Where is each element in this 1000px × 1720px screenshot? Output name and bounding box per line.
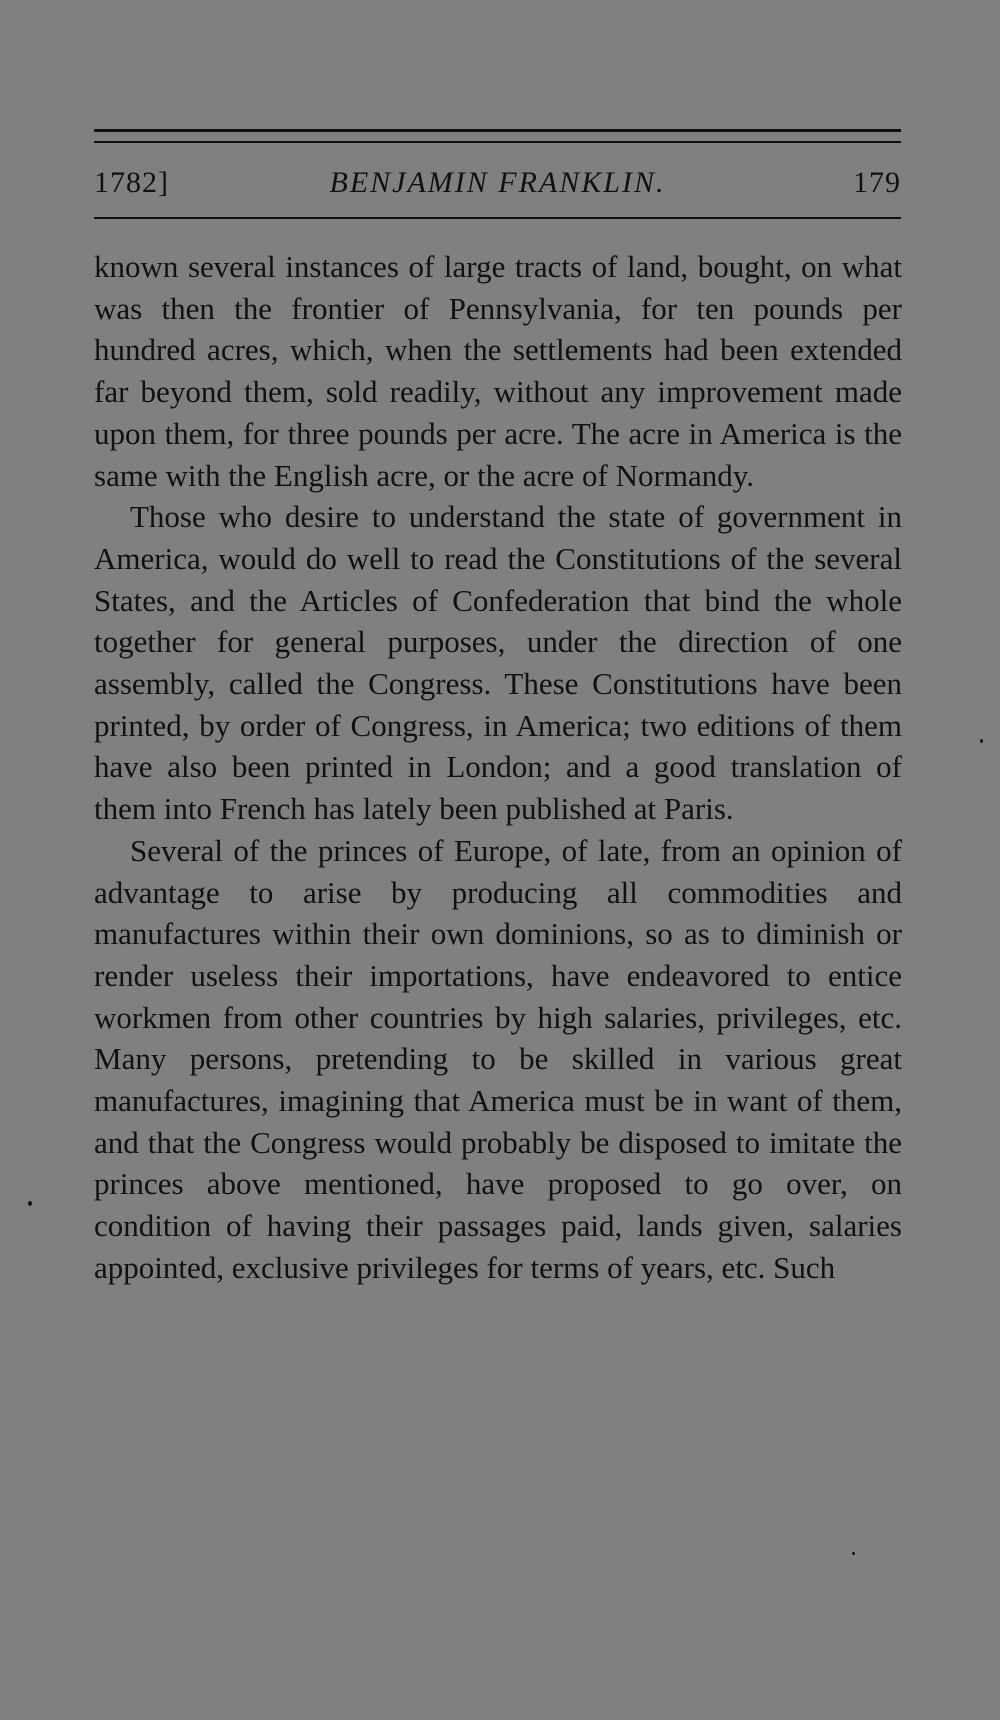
paragraph-3: Several of the princes of Europe, of late, from an opinion of advantage to arise by producing all commodities and manufactures within their own dominions, so as to diminish or render useless their importations, have endeavored to entice workmen from other countries by high salaries, privileges, etc. Many persons, pretending to be skilled in various great manufactures, imagining that America must be in want of them, and that the Congress would probably be disposed to imitate the princes above mentioned, have proposed to go over, on condition of having their passages paid, lands given, salaries appointed, exclusive privileges for terms of years, etc. Such <box>94 832 902 1285</box>
scan-speck <box>980 739 983 743</box>
header-title: BENJAMIN FRANKLIN. <box>329 166 666 199</box>
body-text <box>94 246 902 1289</box>
header-rule-bottom <box>94 217 901 219</box>
paragraph-2: Those who desire to understand the state of government in America, would do well to read the Constitutions of the several States, and the Articles of Confederation that bind the whole together for general purposes, under the direction of one assembly, called the Congress. These Constitutions have been printed, by order of Congress, in America; two editions of them have also been printed in London; and a good translation of them into French has lately been published at Paris. <box>94 499 902 827</box>
scan-speck <box>852 1552 855 1555</box>
scan-speck <box>28 1201 32 1206</box>
paragraph-1: known several instances of large tracts of land, bought, on what was then the frontier of Pennsylvania, for ten pounds per hundred acres, which, when the settlements had been extended far beyond them, sold readily, without any improvement made upon them, for three pounds per acre. The acre in America is the same with the English acre, or the acre of Normandy. <box>94 249 902 493</box>
header-year: 1782] <box>94 166 169 199</box>
header-rule-top-inner <box>94 141 901 143</box>
running-header <box>94 163 901 203</box>
page-number: 179 <box>853 166 901 199</box>
header-rule-top <box>94 129 901 132</box>
